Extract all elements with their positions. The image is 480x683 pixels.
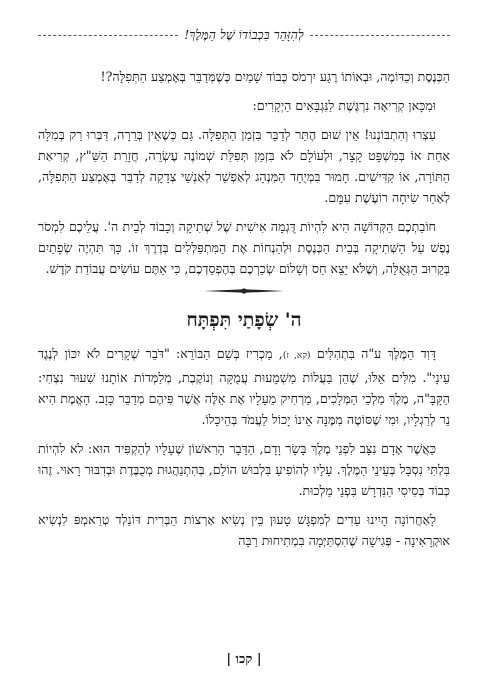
paragraph-before-king: כַּאֲשֶׁר אָדָם נִצָּב לִפְנֵי מֶלֶךְ בָּשָׂר וָדָם, הַדָּבָר הָרִאשׁוֹן שֶׁעָלָיו לְהַקְפִּיד הוּא: לֹא לִהְיוֹת בִּלְתִּי נִסְבָּל בְּעֵינֵי הַמֶּלֶךְ. עָלָיו לְהוֹפִיעַ בִּלְבוּשׁ הוֹלֵם, בְּהִתְנַהֲגוּת מְכֻבֶּדֶת וּבְדִבּוּר רָאוּי. זֶהוּ כְּבוֹד בְּסִיסִי הַנִּדְרָשׁ בִּפְנֵי מַלְכוּת. — [38, 441, 450, 498]
header-dashed-line-left — [38, 35, 178, 36]
source-citation: (קא, ז) — [282, 351, 311, 361]
book-page — [38, 0, 450, 683]
page-content — [38, 66, 450, 559]
paragraph-continuation: הַכְּנֶסֶת וְכַדּוֹמֶה, וּבְאוֹתוֹ רֶגַע יִרְמֹס כְּבוֹד שָׁמַיִם כְּשֶׁמְּדַבֵּר בְּאֶמְצַע הַתְּפִלָּה?! — [100, 69, 450, 84]
paragraph-stop-and-reflect: עִצְרוּ וְהִתְבּוֹנְנוּ! אֵין שׁוּם הֶתֵּר לְדַבֵּר בִּזְמַן הַתְּפִלָּה. גַּם כְּשֶׁאֵין בְּרֵרָה, דַּבְּרוּ רַק בְּמִלָּה אַחַת אוֹ בְּמִשְׁפָּט קָצָר, וּלְעוֹלָם לֹא בִּזְמַן תְּפִלַּת שְׁמוֹנֶה עֶשְׂרֵה, חֲזָרַת הַשַּׁ"ץ, קְרִיאַת הַתּוֹרָה, אוֹ קַדִּישִׁים. חָמוּר בִּמְיֻחָד הַמִּנְהָג לְאַפְשֵׁר לְאַנְשֵׁי צְדָקָה לְדַבֵּר בְּאֶמְצַע הַתְּפִלָּה, לְאַחַר שִׂיחָה רוֹעֶשֶׁת עִמָּם. — [38, 127, 450, 205]
section-divider-ornament — [38, 287, 450, 295]
paragraph-text-rest: , מַכְרִיז בְּשֵׁם הַבּוֹרֵא: "דֹּבֵר שְׁקָרִים לֹא יִכּוֹן לְנֶגֶד עֵינָי". מִלִּים אֵלּוּ, שֶׁהֵן בַּעֲלוֹת מַשְׁמָעוּת עֲמֻקָּה וְנוֹקֶבֶת, מְלַמְּדוֹת אוֹתָנוּ שִׁעוּר נִצְחִי: הַקָּבָּ"ה, מֶלֶךְ מַלְכֵי הַמְּלָכִים, מַרְחִיק מֵעָלָיו אֶת אֵלֶּה אֲשֶׁר פִּיהֶם מְדַבֵּר כָּזָב. הָאֱמֶת הִיא נֵר לְרַגְלָיו, וּמִי שֶׁסּוֹטֶה מִמֶּנָּה אֵינוֹ יָכוֹל לַעֲמֹד בְּהֵיכָלוֹ. — [38, 346, 450, 427]
paragraph-call-to-gabbaim: וּמִכָּאן קְרִיאָה נִרְגֶּשֶׁת לַנִּגְבָּאִים הַיְקָרִים: — [252, 98, 436, 113]
paragraph-text-start: דָּוִד הַמֶּלֶךְ ע"ה בִּתְהִלִּים — [310, 346, 436, 361]
paragraph-david-tehillim — [38, 343, 450, 430]
running-header — [38, 25, 450, 45]
paragraph-holy-duty: חוֹבַתְכֶם הַקְּדוֹשָׁה הִיא לִהְיוֹת דֻּגְמָה אִישִׁית שֶׁל שְׁתִיקָה וְכָבוֹד לְבֵית ה'. עֲלֵיכֶם לִמְסֹר נֶפֶשׁ עַל הַשְּׁתִיקָה בְּבֵית הַכְּנֶסֶת וּלְהַנְחוֹת אֶת הַמִּתְפַּלְּלִים בְּדֶרֶךְ זוֹ. כָּךְ תִּהְיֶה שְׂפָתַיִם בְּקֵרוּב הַגְּאֻלָּה, וְשֶׁלֹּא יֵצֵא חַס וְשָׁלוֹם שְׂכַרְכֶם בְּהֶפְסֵדְכֶם, כִּי אַתֶּם עוֹשִׂים עֲבוֹדַת קֹדֶשׁ. — [38, 219, 450, 276]
section-title: ה' שְׂפָתַי תִּפְתָּח — [186, 309, 302, 331]
page-number: | קכו | — [226, 652, 262, 667]
running-header-title: לְהִזָּהֵר בִּכְבוֹדוֹ שֶׁל הַמֶּלֶךְ! — [184, 27, 304, 42]
paragraph-recent-meeting: לָאַחֲרוֹנָה הָיִינוּ עֵדִים לְמִפְגָּשׁ טָעוּן בֵּין נְשִׂיא אַרְצוֹת הַבְּרִית דּוֹנַלְד טְרַאמְפּ לִנְשִׂיא אוּקְרָאִינָה - פְּגִישָׁה שֶׁהִסְתַּיְּמָה בִּמְתִיחוּת רַבָּה — [38, 512, 450, 548]
divider-ornament-icon — [204, 287, 284, 295]
header-dashed-line-right — [310, 35, 450, 36]
